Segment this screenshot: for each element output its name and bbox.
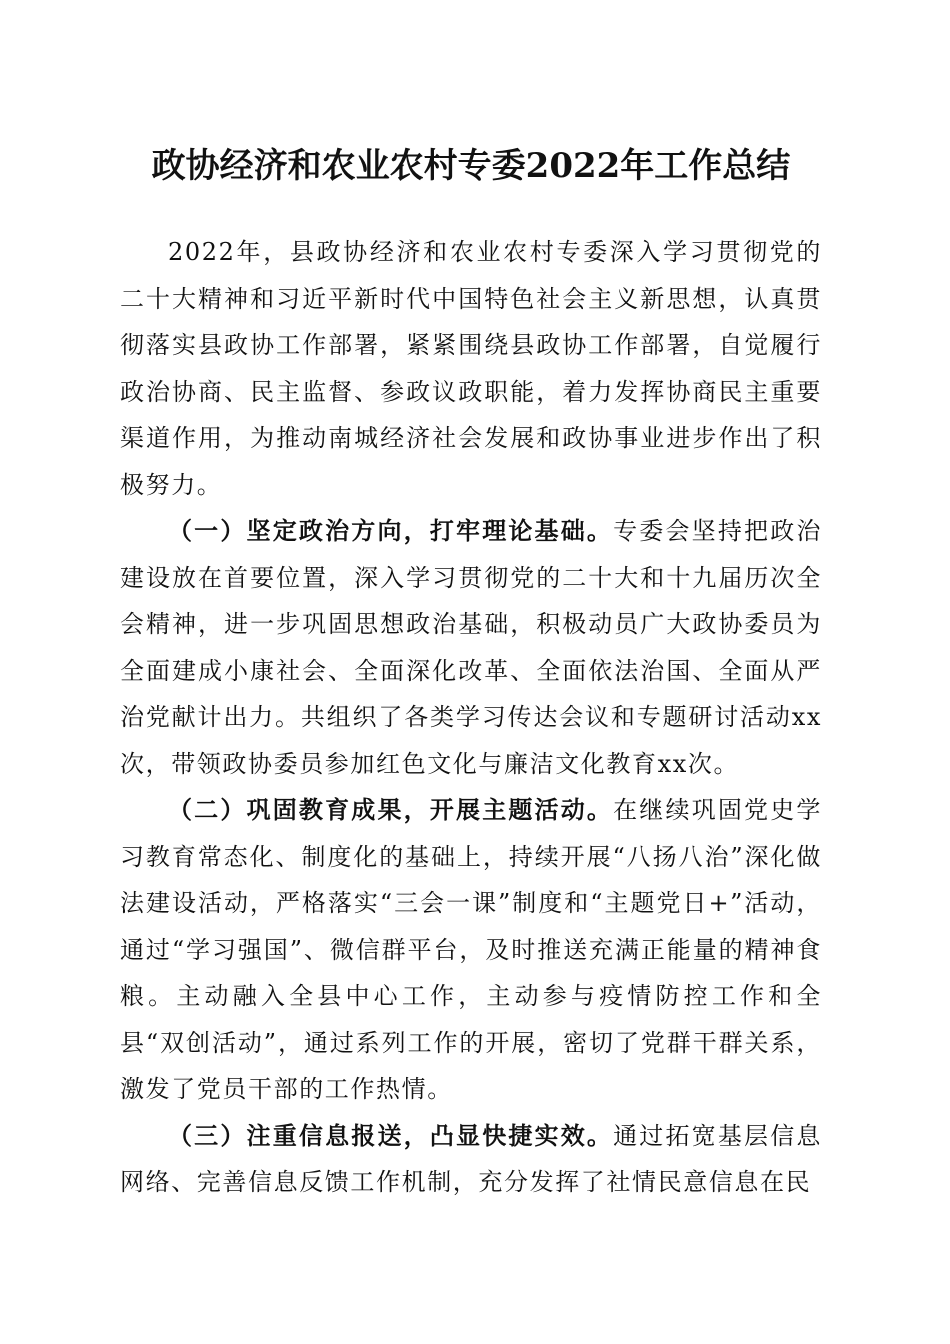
section-text-1: 专委会坚持把政治建设放在首要位置，深入学习贯彻党的二十大和十九届历次全会精神，进一步巩固思想政治基础，积极动员广大政协委员为全面建成小康社会、全面深化改革、全面依法治国、全面从严治党献计出力。共组织了各类学习传达会议和专题研讨活动xx次，带领政协委员参加红色文化与廉洁文化教育xx次。	[120, 517, 822, 778]
intro-paragraph: 2022年，县政协经济和农业农村专委深入学习贯彻党的二十大精神和习近平新时代中国特色社会主义新思想，认真贯彻落实县政协工作部署，紧紧围绕县政协工作部署，自觉履行政治协商、民主监督、参政议政职能，着力发挥协商民主重要渠道作用，为推动南城经济社会发展和政协事业进步作出了积极努力。	[120, 238, 822, 499]
section-text-3: 通过拓宽基层信息网络、完善信息反馈工作机制，充分发挥了社情民意信息在民	[120, 1121, 822, 1196]
section-heading-1: （一）坚定政治方向，打牢理论基础。	[168, 516, 614, 545]
section-paragraph-1	[120, 508, 822, 787]
section-paragraph-3	[120, 1113, 822, 1206]
document-body	[120, 229, 822, 1206]
document-title: 政协经济和农业农村专委2022年工作总结	[151, 146, 791, 186]
section-paragraph-2	[120, 787, 822, 1113]
section-heading-3: （三）注重信息报送，凸显快捷实效。	[168, 1120, 614, 1150]
section-text-2: 在继续巩固党史学习教育常态化、制度化的基础上，持续开展“八扬八治”深化做法建设活动，严格落实“三会一课”制度和“主题党日+”活动，通过“学习强国”、微信群平台，及时推送充满正能量的精神食粮。主动融入全县中心工作，主动参与疫情防控工作和全县“双创活动”，通过系列工作的开展，密切了党群干群关系，激发了党员干部的工作热情。	[120, 796, 822, 1103]
section-heading-2: （二）巩固教育成果，开展主题活动。	[168, 795, 614, 824]
